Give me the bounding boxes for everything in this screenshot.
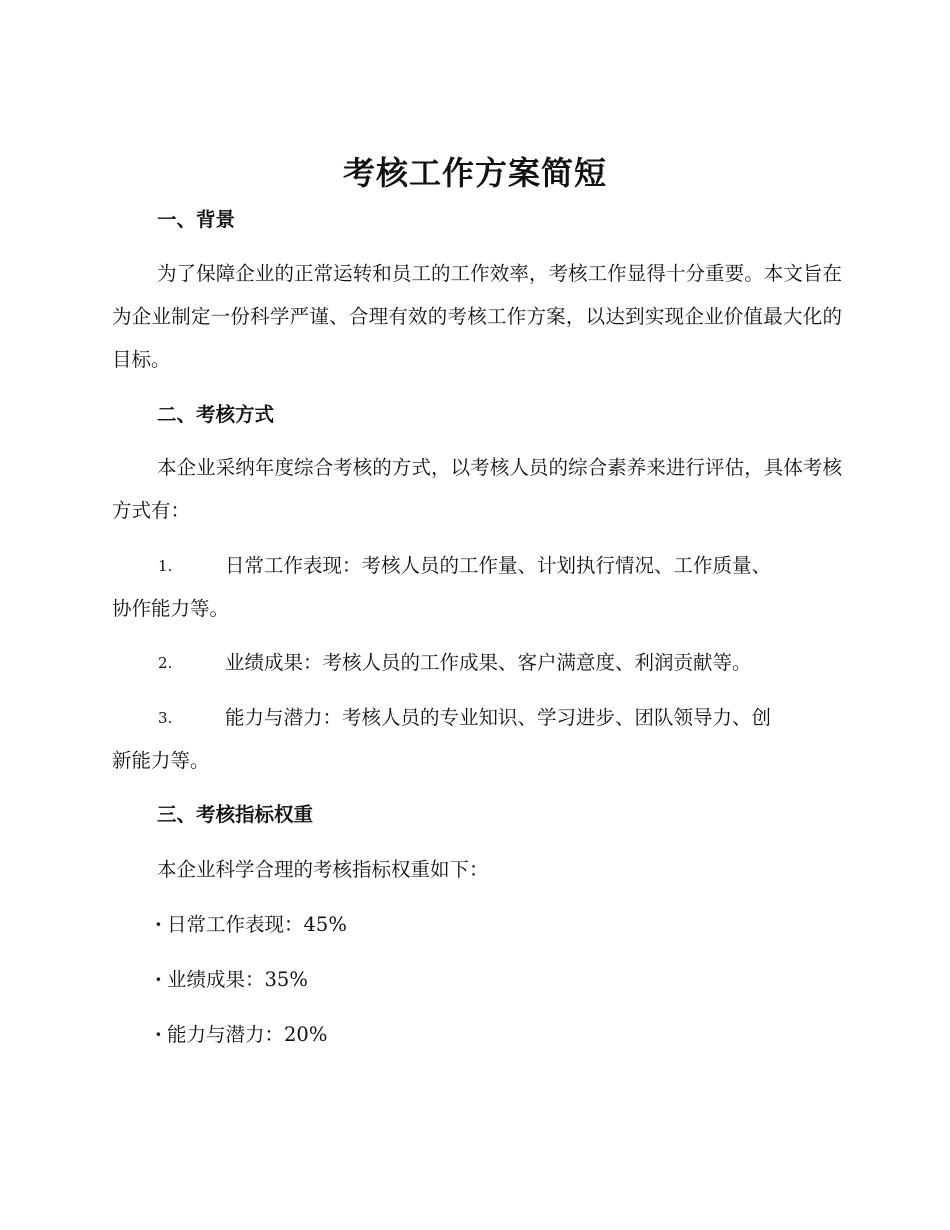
- section-heading-background: 一、背景: [157, 208, 236, 231]
- bullet-item: [155, 966, 308, 994]
- bullet-dot: ·: [155, 968, 162, 991]
- bullet-dot: ·: [155, 1023, 162, 1046]
- section-heading-weights: 三、考核指标权重: [157, 803, 314, 826]
- list-item-text: 日常工作表现：考核人员的工作量、计划执行情况、工作质量、: [225, 554, 772, 577]
- document-title: 考核工作方案简短: [342, 154, 607, 192]
- bullet-dot: ·: [155, 913, 162, 936]
- list-item-text: 能力与潜力：考核人员的专业知识、学习进步、团队领导力、创: [225, 706, 772, 729]
- bullet-text: 业绩成果：35%: [167, 968, 308, 991]
- background-paragraph: 为了保障企业的正常运转和员工的工作效率，考核工作显得十分重要。本文旨在为企业制定一份科学严谨、合理有效的考核工作方案，以达到实现企业价值最大化的目标。: [112, 262, 842, 371]
- list-item-text-continued: 新能力等。: [112, 749, 210, 772]
- section-heading-method: 二、考核方式: [157, 403, 275, 426]
- list-item-text: 业绩成果：考核人员的工作成果、客户满意度、利润贡献等。: [225, 651, 752, 674]
- list-item-number: 1.: [158, 557, 173, 575]
- bullet-text: 能力与潜力：20%: [167, 1023, 328, 1046]
- bullet-item: [155, 1021, 327, 1049]
- bullet-item: [155, 911, 347, 939]
- bullet-text: 日常工作表现：45%: [167, 913, 347, 936]
- weights-intro: 本企业科学合理的考核指标权重如下：: [157, 858, 489, 881]
- list-item-number: 2.: [158, 654, 173, 672]
- list-item-text-continued: 协作能力等。: [112, 597, 230, 620]
- method-paragraph: 本企业采纳年度综合考核的方式，以考核人员的综合素养来进行评估，具体考核方式有：: [112, 456, 842, 522]
- list-item-number: 3.: [158, 709, 173, 727]
